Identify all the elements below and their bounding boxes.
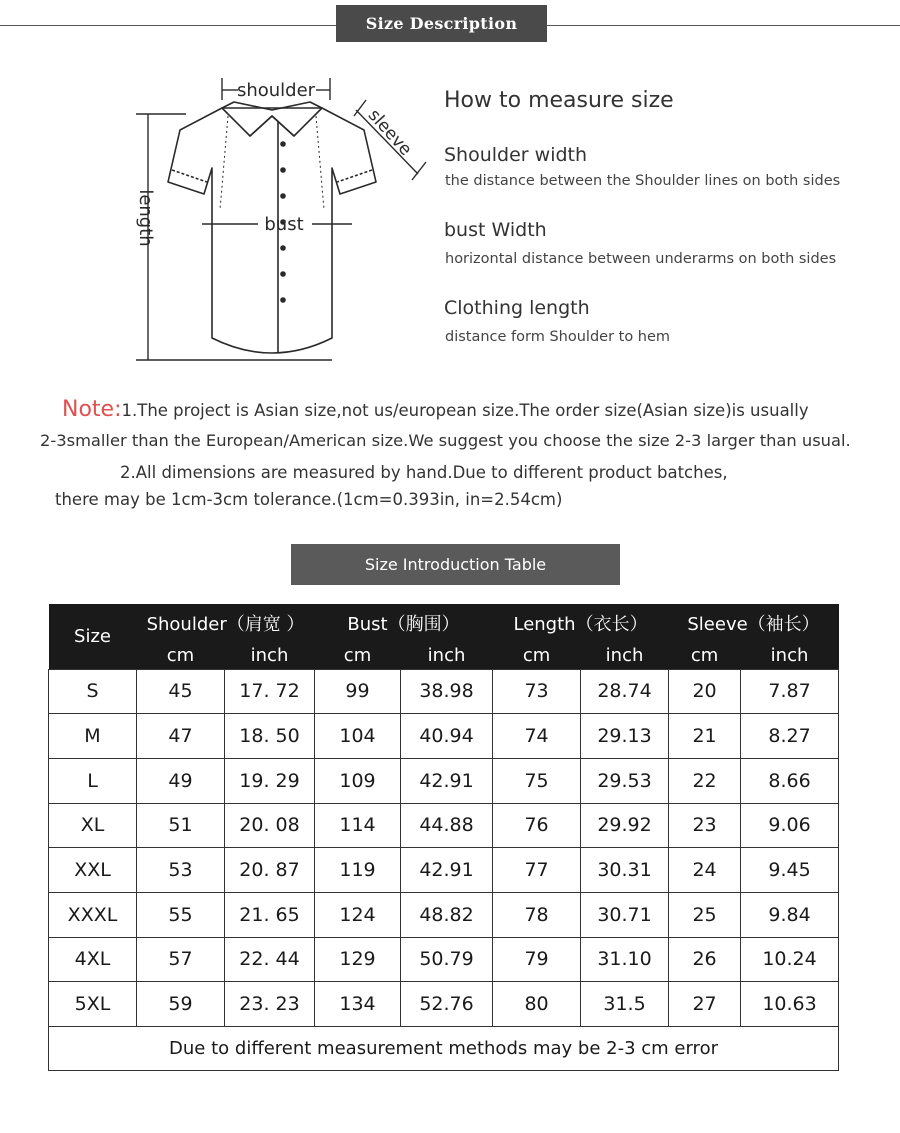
size-cell: XXL bbox=[49, 848, 137, 893]
table-cell: 22 bbox=[669, 758, 741, 803]
table-row bbox=[49, 892, 839, 937]
table-cell: 78 bbox=[493, 892, 581, 937]
table-cell: 79 bbox=[493, 937, 581, 982]
table-cell: 76 bbox=[493, 803, 581, 848]
table-cell: 20. 87 bbox=[225, 848, 315, 893]
table-cell: 21. 65 bbox=[225, 892, 315, 937]
table-cell: 21 bbox=[669, 714, 741, 759]
table-cell: 47 bbox=[137, 714, 225, 759]
table-cell: 104 bbox=[315, 714, 401, 759]
table-row bbox=[49, 937, 839, 982]
table-cell: 23. 23 bbox=[225, 982, 315, 1027]
size-cell: S bbox=[49, 669, 137, 714]
how-to-measure-title: How to measure size bbox=[444, 88, 674, 113]
table-row bbox=[49, 803, 839, 848]
table-cell: 20. 08 bbox=[225, 803, 315, 848]
shoulder-group-header: Shoulder（肩宽 ） bbox=[137, 604, 315, 642]
table-cell: 99 bbox=[315, 669, 401, 714]
table-cell: 8.27 bbox=[741, 714, 839, 759]
table-cell: 49 bbox=[137, 758, 225, 803]
table-cell: 9.45 bbox=[741, 848, 839, 893]
diagram-bust-label: bust bbox=[264, 214, 304, 235]
table-cell: 10.24 bbox=[741, 937, 839, 982]
table-cell: 31.10 bbox=[581, 937, 669, 982]
table-cell: 10.63 bbox=[741, 982, 839, 1027]
table-cell: 48.82 bbox=[401, 892, 493, 937]
shoulder-width-desc: the distance between the Shoulder lines on both sides bbox=[445, 173, 841, 189]
sleeve-group-header: Sleeve（袖长） bbox=[669, 604, 839, 642]
table-cell: 124 bbox=[315, 892, 401, 937]
size-description-header bbox=[336, 5, 547, 42]
size-cell: L bbox=[49, 758, 137, 803]
unit-header: inch bbox=[225, 642, 315, 669]
table-cell: 57 bbox=[137, 937, 225, 982]
unit-header: inch bbox=[581, 642, 669, 669]
bust-width-title: bust Width bbox=[444, 219, 547, 241]
size-cell: 4XL bbox=[49, 937, 137, 982]
unit-header: cm bbox=[315, 642, 401, 669]
table-cell: 109 bbox=[315, 758, 401, 803]
shoulder-width-title: Shoulder width bbox=[444, 144, 588, 166]
table-cell: 59 bbox=[137, 982, 225, 1027]
table-row bbox=[49, 848, 839, 893]
unit-header: inch bbox=[741, 642, 839, 669]
diagram-shoulder-label: shoulder bbox=[236, 80, 316, 101]
table-cell: 129 bbox=[315, 937, 401, 982]
table-cell: 45 bbox=[137, 669, 225, 714]
size-cell: M bbox=[49, 714, 137, 759]
table-cell: 27 bbox=[669, 982, 741, 1027]
table-cell: 42.91 bbox=[401, 758, 493, 803]
table-cell: 73 bbox=[493, 669, 581, 714]
table-cell: 55 bbox=[137, 892, 225, 937]
table-cell: 80 bbox=[493, 982, 581, 1027]
table-row bbox=[49, 714, 839, 759]
table-cell: 9.84 bbox=[741, 892, 839, 937]
table-row bbox=[49, 982, 839, 1027]
diagram-length-label: length bbox=[135, 189, 156, 247]
table-cell: 74 bbox=[493, 714, 581, 759]
table-cell: 40.94 bbox=[401, 714, 493, 759]
note-line-2: 2-3smaller than the European/American size.We suggest you choose the size 2-3 larger than usual. bbox=[40, 431, 851, 450]
table-cell: 50.79 bbox=[401, 937, 493, 982]
table-cell: 134 bbox=[315, 982, 401, 1027]
table-cell: 19. 29 bbox=[225, 758, 315, 803]
note-line-3: 2.All dimensions are measured by hand.Due to different product batches, bbox=[120, 463, 728, 482]
note-line-4: there may be 1cm-3cm tolerance.(1cm=0.393in, in=2.54cm) bbox=[55, 490, 563, 509]
table-row bbox=[49, 758, 839, 803]
shirt-measurement-diagram bbox=[120, 70, 430, 380]
table-cell: 8.66 bbox=[741, 758, 839, 803]
table-row bbox=[49, 669, 839, 714]
diagram-sleeve-label: sleeve bbox=[363, 105, 416, 160]
shirt-collar bbox=[222, 102, 322, 136]
unit-header: inch bbox=[401, 642, 493, 669]
size-table-title: Size Introduction Table bbox=[364, 555, 547, 574]
unit-header: cm bbox=[669, 642, 741, 669]
table-cell: 52.76 bbox=[401, 982, 493, 1027]
table-cell: 26 bbox=[669, 937, 741, 982]
table-cell: 20 bbox=[669, 669, 741, 714]
size-table-title-bar bbox=[291, 544, 620, 585]
table-cell: 30.71 bbox=[581, 892, 669, 937]
table-cell: 18. 50 bbox=[225, 714, 315, 759]
table-cell: 24 bbox=[669, 848, 741, 893]
table-cell: 22. 44 bbox=[225, 937, 315, 982]
table-cell: 31.5 bbox=[581, 982, 669, 1027]
size-cell: 5XL bbox=[49, 982, 137, 1027]
bust-group-header: Bust（胸围） bbox=[315, 604, 493, 642]
table-cell: 53 bbox=[137, 848, 225, 893]
size-cell: XXXL bbox=[49, 892, 137, 937]
unit-header: cm bbox=[137, 642, 225, 669]
table-cell: 77 bbox=[493, 848, 581, 893]
unit-header: cm bbox=[493, 642, 581, 669]
table-cell: 75 bbox=[493, 758, 581, 803]
note-text-1: 1.The project is Asian size,not us/european size.The order size(Asian size)is usually bbox=[121, 401, 809, 420]
table-cell: 25 bbox=[669, 892, 741, 937]
clothing-length-desc: distance form Shoulder to hem bbox=[445, 329, 671, 345]
table-cell: 28.74 bbox=[581, 669, 669, 714]
table-footnote-row bbox=[49, 1027, 839, 1071]
table-cell: 23 bbox=[669, 803, 741, 848]
table-cell: 17. 72 bbox=[225, 669, 315, 714]
table-cell: 9.06 bbox=[741, 803, 839, 848]
table-cell: 29.53 bbox=[581, 758, 669, 803]
table-cell: 114 bbox=[315, 803, 401, 848]
table-cell: 42.91 bbox=[401, 848, 493, 893]
table-cell: 44.88 bbox=[401, 803, 493, 848]
table-footnote: Due to different measurement methods may be 2-3 cm error bbox=[49, 1027, 839, 1071]
header-title: Size Description bbox=[365, 14, 518, 33]
table-cell: 51 bbox=[137, 803, 225, 848]
table-cell: 29.92 bbox=[581, 803, 669, 848]
note-label: Note: bbox=[62, 397, 122, 422]
size-table bbox=[48, 604, 839, 1071]
table-cell: 38.98 bbox=[401, 669, 493, 714]
bust-width-desc: horizontal distance between underarms on both sides bbox=[445, 251, 837, 267]
size-cell: XL bbox=[49, 803, 137, 848]
table-cell: 7.87 bbox=[741, 669, 839, 714]
table-cell: 119 bbox=[315, 848, 401, 893]
table-cell: 29.13 bbox=[581, 714, 669, 759]
size-column-header: Size bbox=[49, 604, 137, 669]
table-cell: 30.31 bbox=[581, 848, 669, 893]
length-group-header: Length（衣长） bbox=[493, 604, 669, 642]
note-line-1 bbox=[62, 397, 809, 422]
clothing-length-title: Clothing length bbox=[444, 297, 590, 319]
